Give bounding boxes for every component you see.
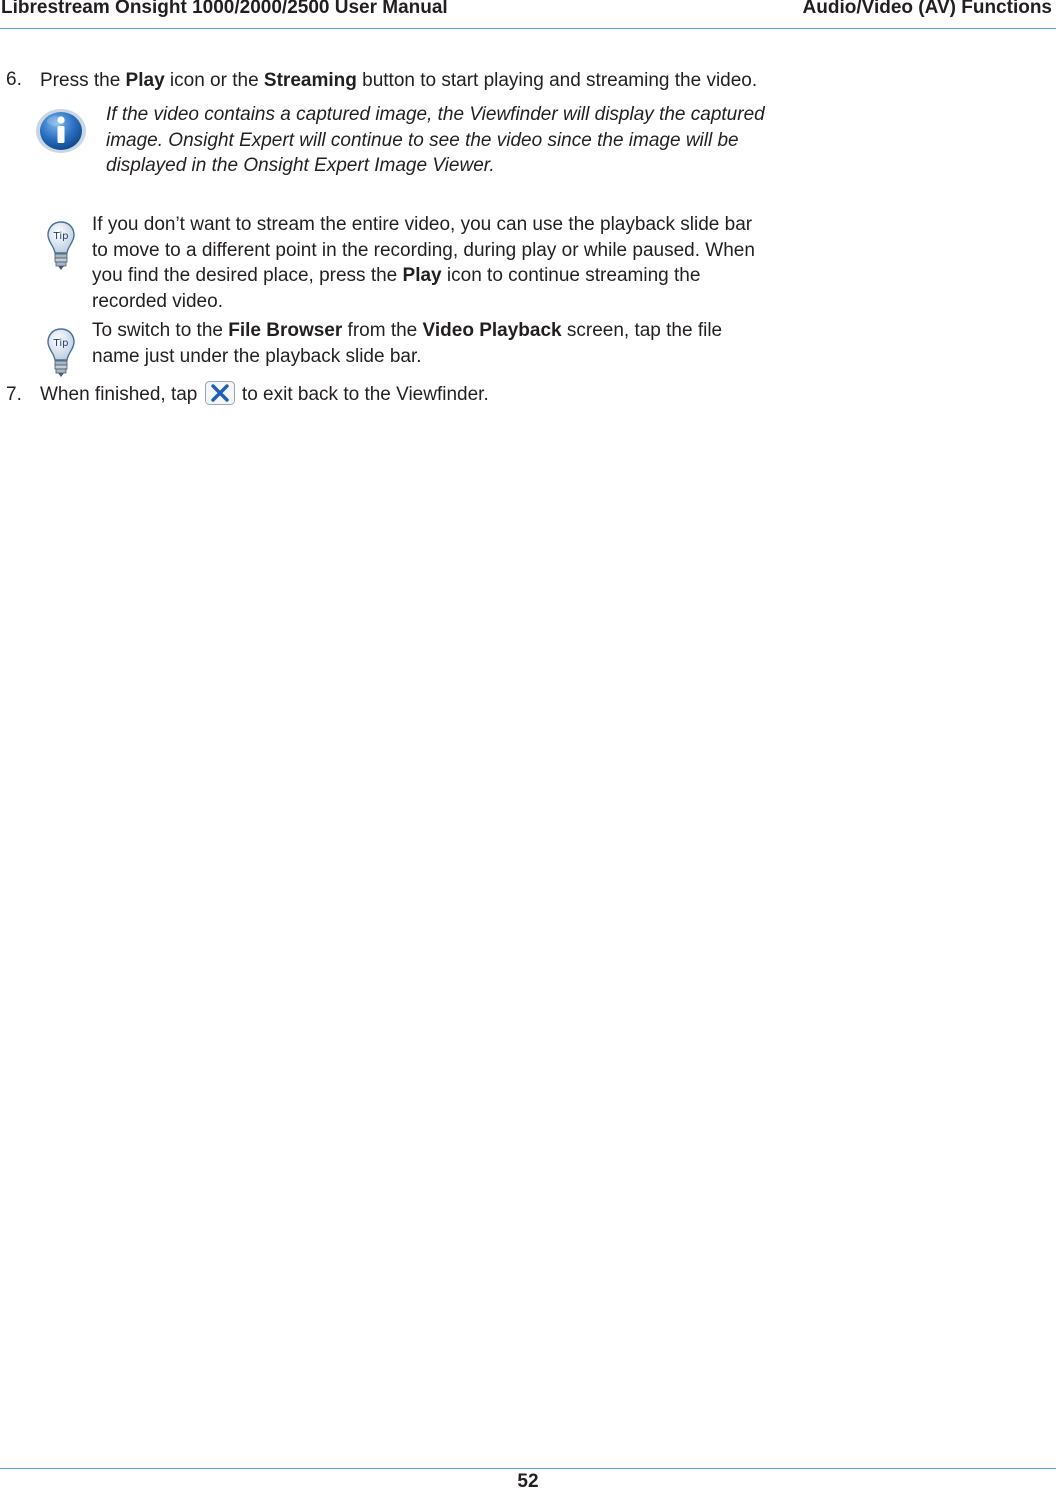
section-title: Audio/Video (AV) Functions bbox=[802, 0, 1052, 18]
step-6-text: Press the Play icon or the Streaming button to start playing and streaming the video. bbox=[40, 70, 758, 91]
page-footer bbox=[0, 1468, 1056, 1492]
svg-text:Tip: Tip bbox=[53, 231, 69, 242]
info-note-text: If the video contains a captured image, the Viewfinder will display the captured image. Onsight Expert will continue to see the video since the image will be displayed in the Onsight Expert Image Viewer. bbox=[106, 104, 765, 176]
tip-lightbulb-icon bbox=[46, 220, 76, 272]
tip-2-text: To switch to the File Browser from the Video Playback screen, tap the file name just under the playback slide bar. bbox=[92, 320, 723, 367]
page-header bbox=[0, 0, 1056, 29]
step-7-number: 7. bbox=[6, 384, 22, 405]
svg-text:Tip: Tip bbox=[53, 338, 69, 349]
page-number: 52 bbox=[517, 1471, 539, 1492]
close-x-icon bbox=[205, 381, 235, 405]
tip-lightbulb-icon bbox=[46, 327, 76, 379]
tip-1-text: If you don’t want to stream the entire video, you can use the playback slide bar to move to a different point in the recording, during play or while paused. When you find the desired place, press the Play icon to continue streaming the recorded video. bbox=[92, 214, 755, 312]
step-7-text: When finished, tap to exit back to the Viewfinder. bbox=[40, 381, 489, 408]
info-icon bbox=[34, 106, 88, 156]
manual-title: Librestream Onsight 1000/2000/2500 User Manual bbox=[1, 0, 448, 18]
step-6-number: 6. bbox=[6, 69, 22, 90]
